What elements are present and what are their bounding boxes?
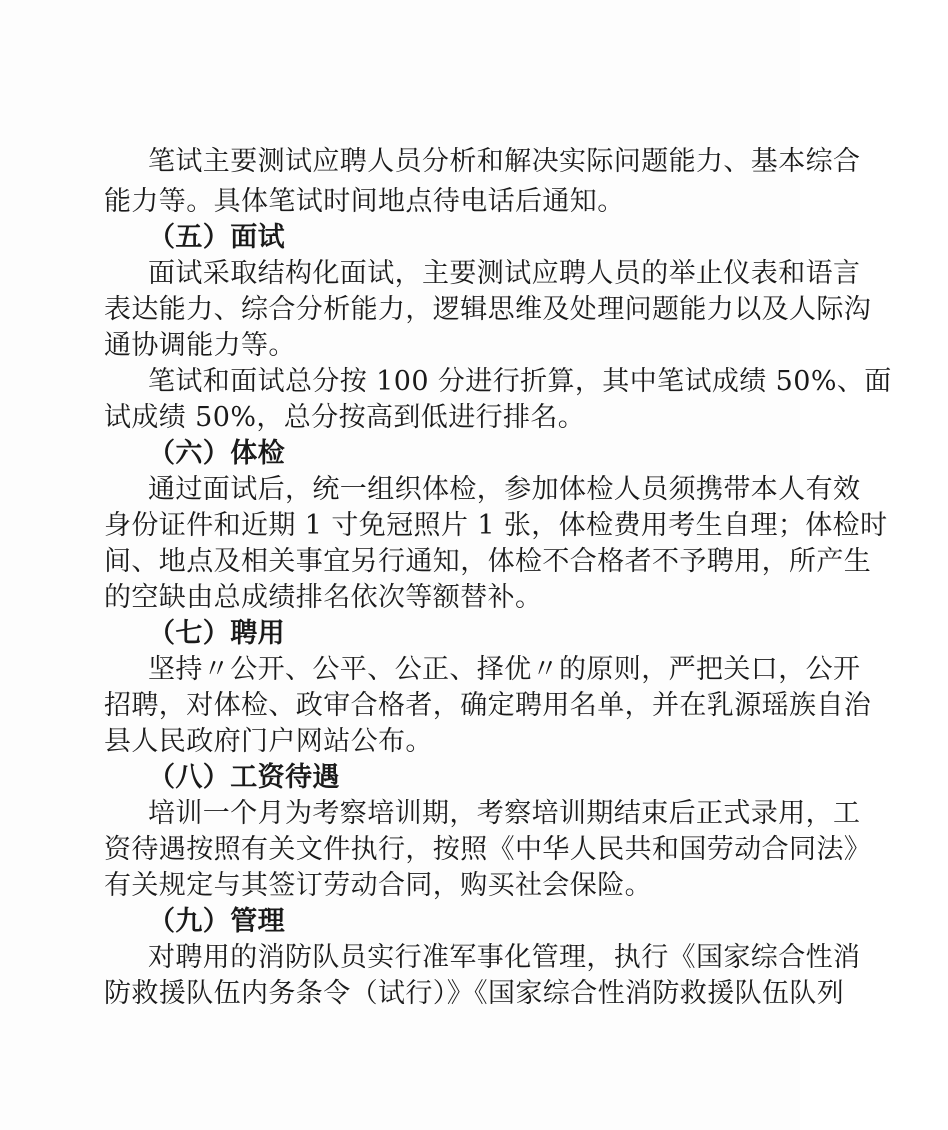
paragraph-line: 招聘，对体检、政审合格者，确定聘用名单，并在乳源瑶族自治 [104, 690, 872, 721]
paragraph-line: 间、地点及相关事宜另行通知，体检不合格者不予聘用，所产生 [104, 546, 872, 577]
paragraph-line: 通过面试后，统一组织体检，参加体检人员须携带本人有效 [148, 474, 861, 505]
paragraph-line: 通协调能力等。 [104, 330, 296, 361]
section-heading: （八）工资待遇 [148, 762, 340, 793]
paragraph-line: 能力等。具体笔试时间地点待电话后通知。 [104, 186, 625, 217]
paragraph-line: 表达能力、综合分析能力，逻辑思维及处理问题能力以及人际沟 [104, 294, 872, 325]
section-heading: （五）面试 [148, 222, 285, 253]
paragraph-line: 资待遇按照有关文件执行，按照《中华人民共和国劳动合同法》 [104, 834, 872, 865]
paragraph-line: 试成绩 50%，总分按高到低进行排名。 [104, 402, 586, 433]
paragraph-line: 的空缺由总成绩排名依次等额替补。 [104, 582, 543, 613]
paragraph-line: 笔试和面试总分按 100 分进行折算，其中笔试成绩 50%、面 [148, 366, 892, 397]
paragraph-line: 面试采取结构化面试，主要测试应聘人员的举止仪表和语言 [148, 258, 861, 289]
paragraph-line: 有关规定与其签订劳动合同，购买社会保险。 [104, 870, 652, 901]
paragraph-line: 防救援队伍内务条令（试行）》《国家综合性消防救援队伍队列 [104, 978, 845, 1009]
paragraph-line: 坚持〃公开、公平、公正、择优〃的原则，严把关口，公开 [148, 654, 861, 685]
paragraph-line: 对聘用的消防队员实行准军事化管理，执行《国家综合性消 [148, 942, 861, 973]
section-heading: （六）体检 [148, 438, 285, 469]
paragraph-line: 笔试主要测试应聘人员分析和解决实际问题能力、基本综合 [148, 146, 861, 177]
section-heading: （七）聘用 [148, 618, 285, 649]
paragraph-line: 县人民政府门户网站公布。 [104, 726, 433, 757]
section-heading: （九）管理 [148, 906, 285, 937]
paragraph-line: 身份证件和近期 1 寸免冠照片 1 张，体检费用考生自理；体检时 [104, 510, 888, 541]
paragraph-line: 培训一个月为考察培训期，考察培训期结束后正式录用，工 [148, 798, 861, 829]
